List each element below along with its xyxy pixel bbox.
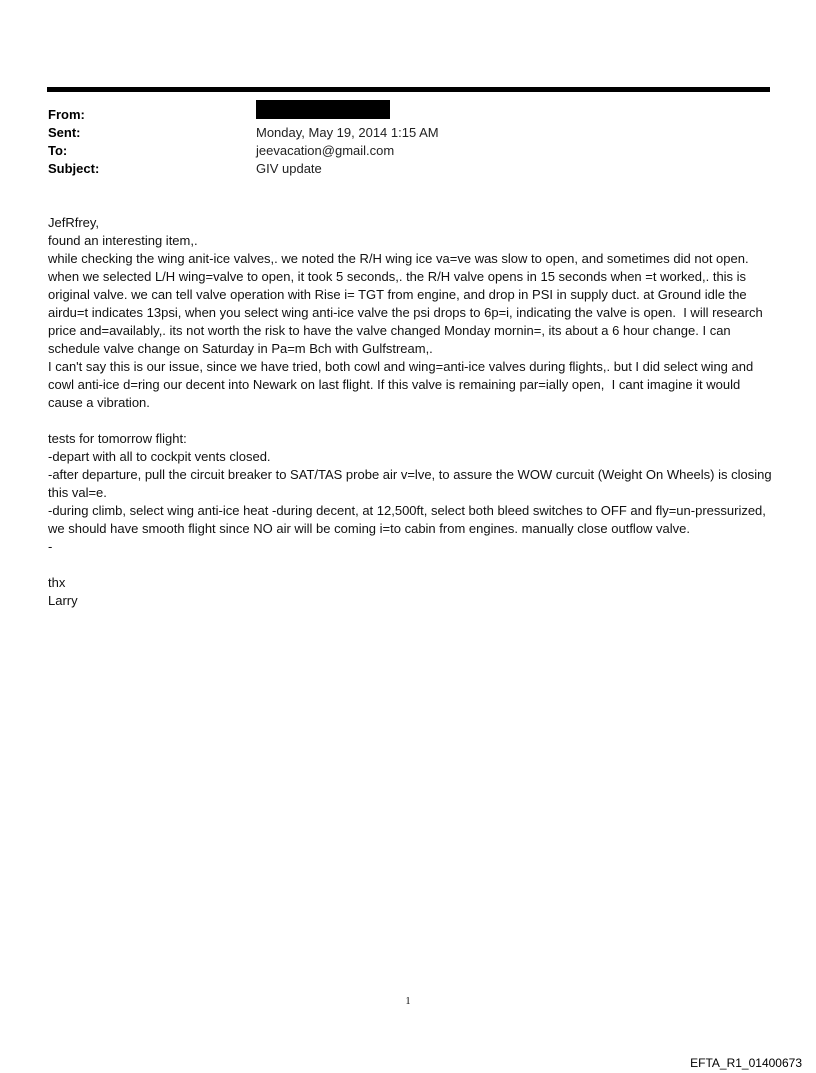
subject-row (48, 160, 748, 178)
redacted-sender (256, 100, 390, 119)
greeting: JefRfrey, (48, 215, 100, 230)
to-value: jeevacation@gmail.com (256, 143, 395, 158)
test-item: -depart with all to cockpit vents closed. (48, 449, 271, 464)
from-row (48, 106, 748, 124)
to-label: To: (48, 143, 68, 158)
body-paragraph: while checking the wing anit-ice valves,. we noted the R/H wing ice va=ve was slow to open, and sometimes did not open. when we selected L/H wing=valve to open, it took 5 seconds,. the R/H valve opens in 15 seconds when =t worked,. this is original valve. we can tell valve operation with Rise i= TGT from engine, and drop in PSI in supply duct. at Ground idle the airdu=t indicates 13psi, when you select wing anti-ice valve the psi drops to 6p=i, indicating the valve is open. I will research price and=availably,. its not worth the risk to have the valve changed Monday mornin=, its about a 6 hour change. I can schedule valve change on Saturday in Pa=m Bch with Gulfstream,. (48, 251, 767, 356)
sent-row (48, 124, 748, 142)
body-paragraph: found an interesting item,. (48, 233, 198, 248)
paragraph-gap (48, 412, 778, 430)
signature: Larry (48, 593, 78, 608)
paragraph-gap (48, 556, 778, 574)
from-label: From: (48, 107, 85, 122)
sent-value: Monday, May 19, 2014 1:15 AM (256, 125, 439, 140)
subject-value: GIV update (256, 161, 322, 176)
header-rule (47, 87, 770, 92)
subject-label: Subject: (48, 161, 100, 176)
test-item: - (48, 539, 53, 554)
tests-heading: tests for tomorrow flight: (48, 431, 187, 446)
page-number: 1 (405, 996, 411, 1007)
bates-number: EFTA_R1_01400673 (690, 1056, 802, 1070)
test-item: -after departure, pull the circuit breaker to SAT/TAS probe air v=lve, to assure the WOW curcuit (Weight On Wheels) is closing this val=e. (48, 467, 776, 500)
sent-label: Sent: (48, 125, 81, 140)
signoff: thx (48, 575, 66, 590)
email-header (48, 106, 748, 178)
body-paragraph: I can't say this is our issue, since we have tried, both cowl and wing=anti-ice valves during flights,. but I did select wing and cowl anti-ice d=ring our decent into Newark on last flight. If this valve is remaining par=ially open, I cant imagine it would cause a vibration. (48, 359, 757, 410)
test-item: -during climb, select wing anti-ice heat -during decent, at 12,500ft, select both bleed switches to OFF and fly=un-pressurized, we should have smooth flight since NO air will be coming i=to cabin from engines. manually close outflow valve. (48, 503, 770, 536)
email-body (48, 214, 778, 610)
to-row (48, 142, 748, 160)
